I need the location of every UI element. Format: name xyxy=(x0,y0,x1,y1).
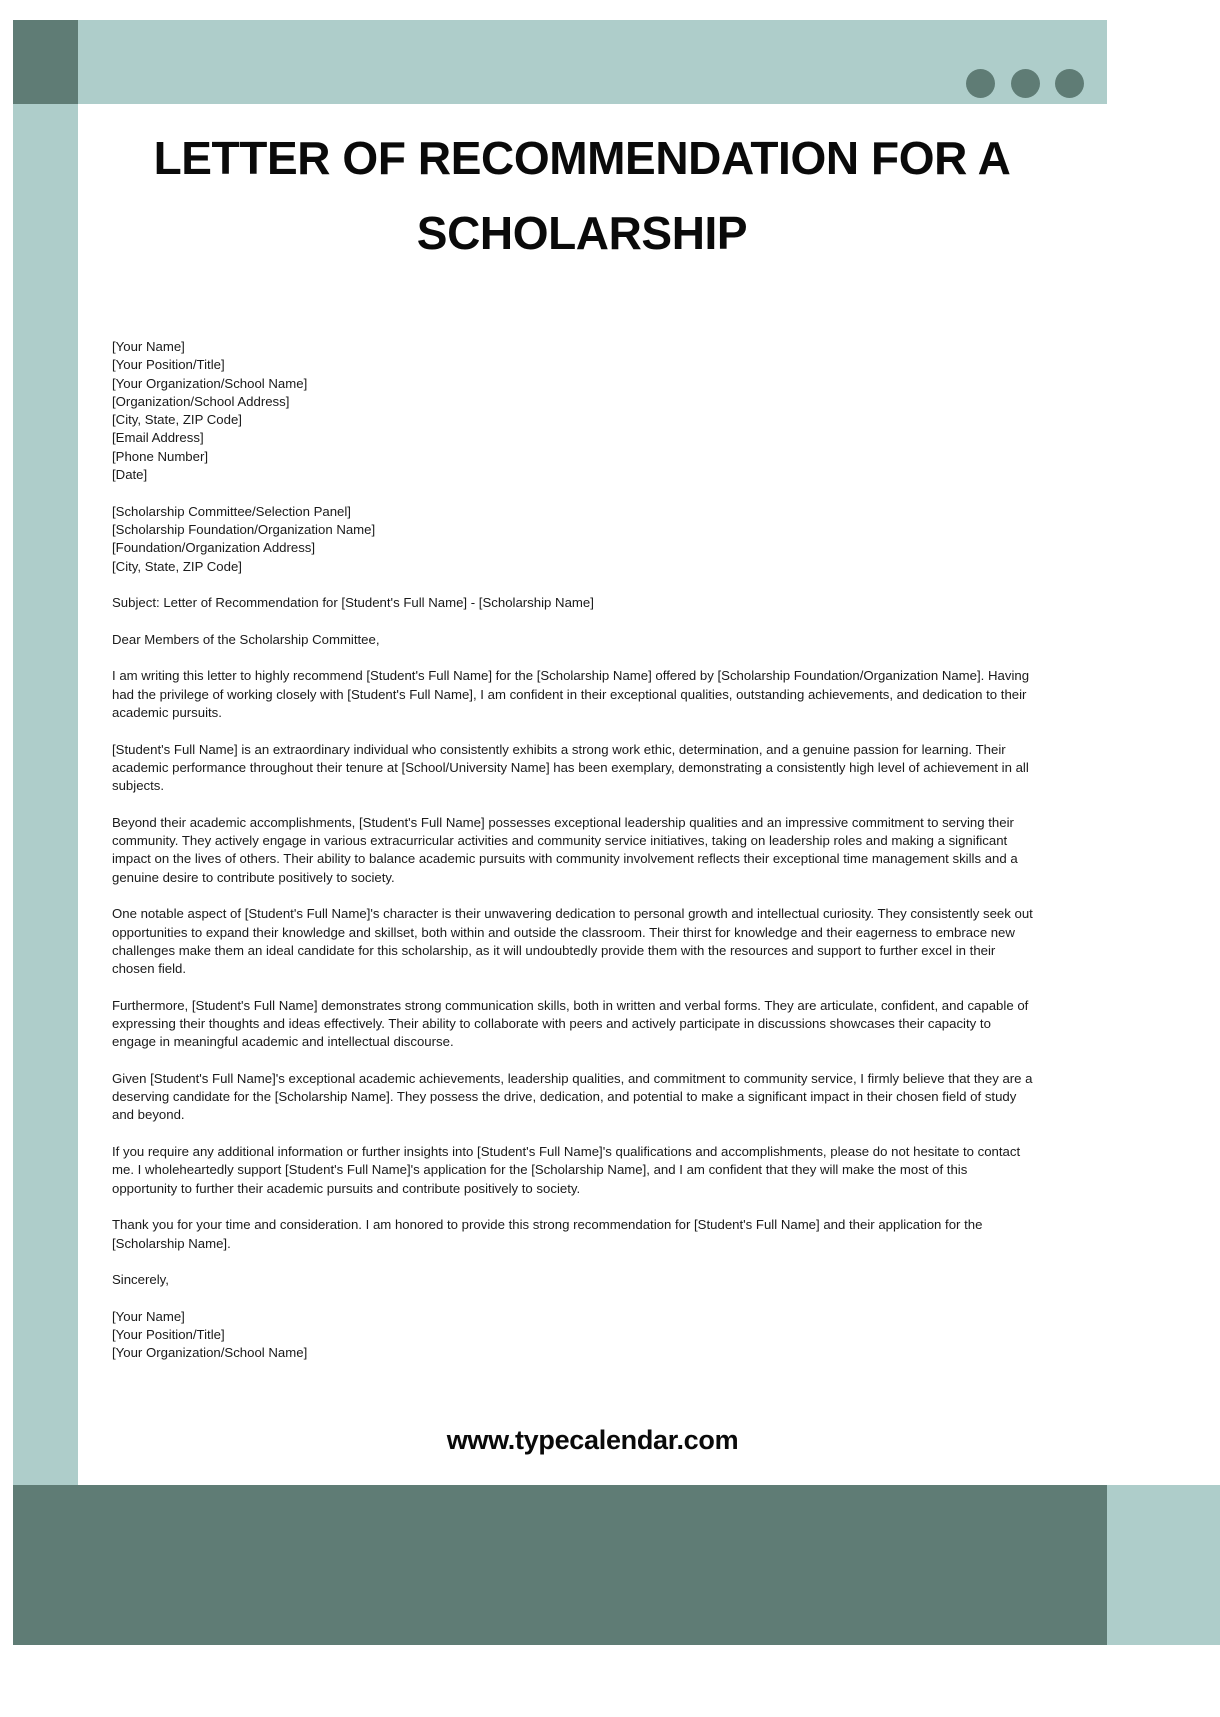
signature-block xyxy=(112,1308,1036,1363)
letter-body xyxy=(112,338,1036,1363)
signature-line: [Your Organization/School Name] xyxy=(112,1345,308,1361)
footer-banner xyxy=(13,1485,1107,1645)
site-url: www.typecalendar.com xyxy=(446,1425,739,1455)
paragraph-3: Beyond their academic accomplishments, [Student's Full Name] possesses exceptional leadership qualities and an impressive commitment to serving their community. They actively engage in various extracurricular activities and community service initiatives, taking on leadership roles and making a significant impact on the lives of others. Their ability to balance academic pursuits with community involvement reflects their exceptional time management skills and a genuine desire to contribute positively to society. xyxy=(112,814,1018,885)
sender-line: [Your Organization/School Name] xyxy=(112,375,308,391)
decorative-dot-icon xyxy=(966,69,995,98)
recipient-line: [City, State, ZIP Code] xyxy=(112,558,242,574)
paragraph-4: One notable aspect of [Student's Full Name]'s character is their unwavering dedication to personal growth and intellectual curiosity. They consistently seek out opportunities to expand their knowledge and skillset, both within and outside the classroom. Their thirst for knowledge and their eagerness to embrace new challenges make them an ideal candidate for this scholarship, as it will undoubtedly provide them with the resources and support to further excel in their chosen field. xyxy=(112,906,1033,977)
decorative-dot-icon xyxy=(1055,69,1084,98)
subject-line: Subject: Letter of Recommendation for [Student's Full Name] - [Scholarship Name] xyxy=(112,595,594,611)
decorative-dot-icon xyxy=(1011,69,1040,98)
sender-line: [Your Position/Title] xyxy=(112,357,225,373)
paragraph-6: Given [Student's Full Name]'s exceptional academic achievements, leadership qualities, and commitment to community service, I firmly believe that they are a deserving candidate for the [Scholarship Name]. They possess the drive, dedication, and potential to make a significant impact in their chosen field of study and beyond. xyxy=(112,1070,1033,1123)
left-accent-strip xyxy=(13,104,78,1485)
paragraph-5: Furthermore, [Student's Full Name] demonstrates strong communication skills, both in written and verbal forms. They are articulate, confident, and capable of expressing their thoughts and ideas effectively. Their ability to collaborate with peers and actively participate in discussions showcases their capacity to engage in meaningful academic and intellectual discourse. xyxy=(112,997,1029,1050)
sender-line: [Your Name] xyxy=(112,339,185,354)
page-title: LETTER OF RECOMMENDATION FOR A SCHOLARSHIP xyxy=(153,132,1011,260)
sender-address-block xyxy=(112,338,1036,484)
sender-line: [Email Address] xyxy=(112,430,204,446)
header-dots-group xyxy=(966,68,1084,98)
sender-line: [Organization/School Address] xyxy=(112,393,290,409)
paragraph-1: I am writing this letter to highly recommend [Student's Full Name] for the [Scholarship Name] offered by [Scholarship Foundation/Organization Name]. Having had the privilege of working closely with [Student's Full Name], I am confident in their exceptional qualities, outstanding achievements, and dedication to their academic pursuits. xyxy=(112,668,1030,720)
header-banner xyxy=(78,20,1107,104)
closing: Sincerely, xyxy=(112,1272,169,1288)
footer-corner-block xyxy=(1107,1485,1220,1645)
paragraph-7: If you require any additional information or further insights into [Student's Full Name]'s qualifications and accomplishments, please do not hesitate to contact me. I wholeheartedly support [Student's Full Name]'s application for the [Scholarship Name], and I am confident that they will make the most of this opportunity to further their academic pursuits and contribute positively to society. xyxy=(112,1144,1021,1196)
sender-line: [Date] xyxy=(112,467,148,483)
recipient-line: [Scholarship Committee/Selection Panel] xyxy=(112,503,351,519)
paragraph-2: [Student's Full Name] is an extraordinary individual who consistently exhibits a strong work ethic, determination, and a genuine passion for learning. Their academic performance throughout their tenure at [School/University Name] has been exemplary, demonstrating a consistently high level of achievement in all subjects. xyxy=(112,741,1029,794)
recipient-address-block xyxy=(112,503,1036,576)
salutation: Dear Members of the Scholarship Committee, xyxy=(112,631,380,647)
header-corner-block xyxy=(13,20,78,104)
sender-line: [City, State, ZIP Code] xyxy=(112,412,242,428)
signature-line: [Your Position/Title] xyxy=(112,1327,225,1343)
recipient-line: [Foundation/Organization Address] xyxy=(112,540,316,556)
recipient-line: [Scholarship Foundation/Organization Name] xyxy=(112,521,376,537)
paragraph-8: Thank you for your time and consideration. I am honored to provide this strong recommendation for [Student's Full Name] and their application for the [Scholarship Name]. xyxy=(112,1217,983,1251)
signature-line: [Your Name] xyxy=(112,1308,185,1324)
sender-line: [Phone Number] xyxy=(112,448,209,464)
